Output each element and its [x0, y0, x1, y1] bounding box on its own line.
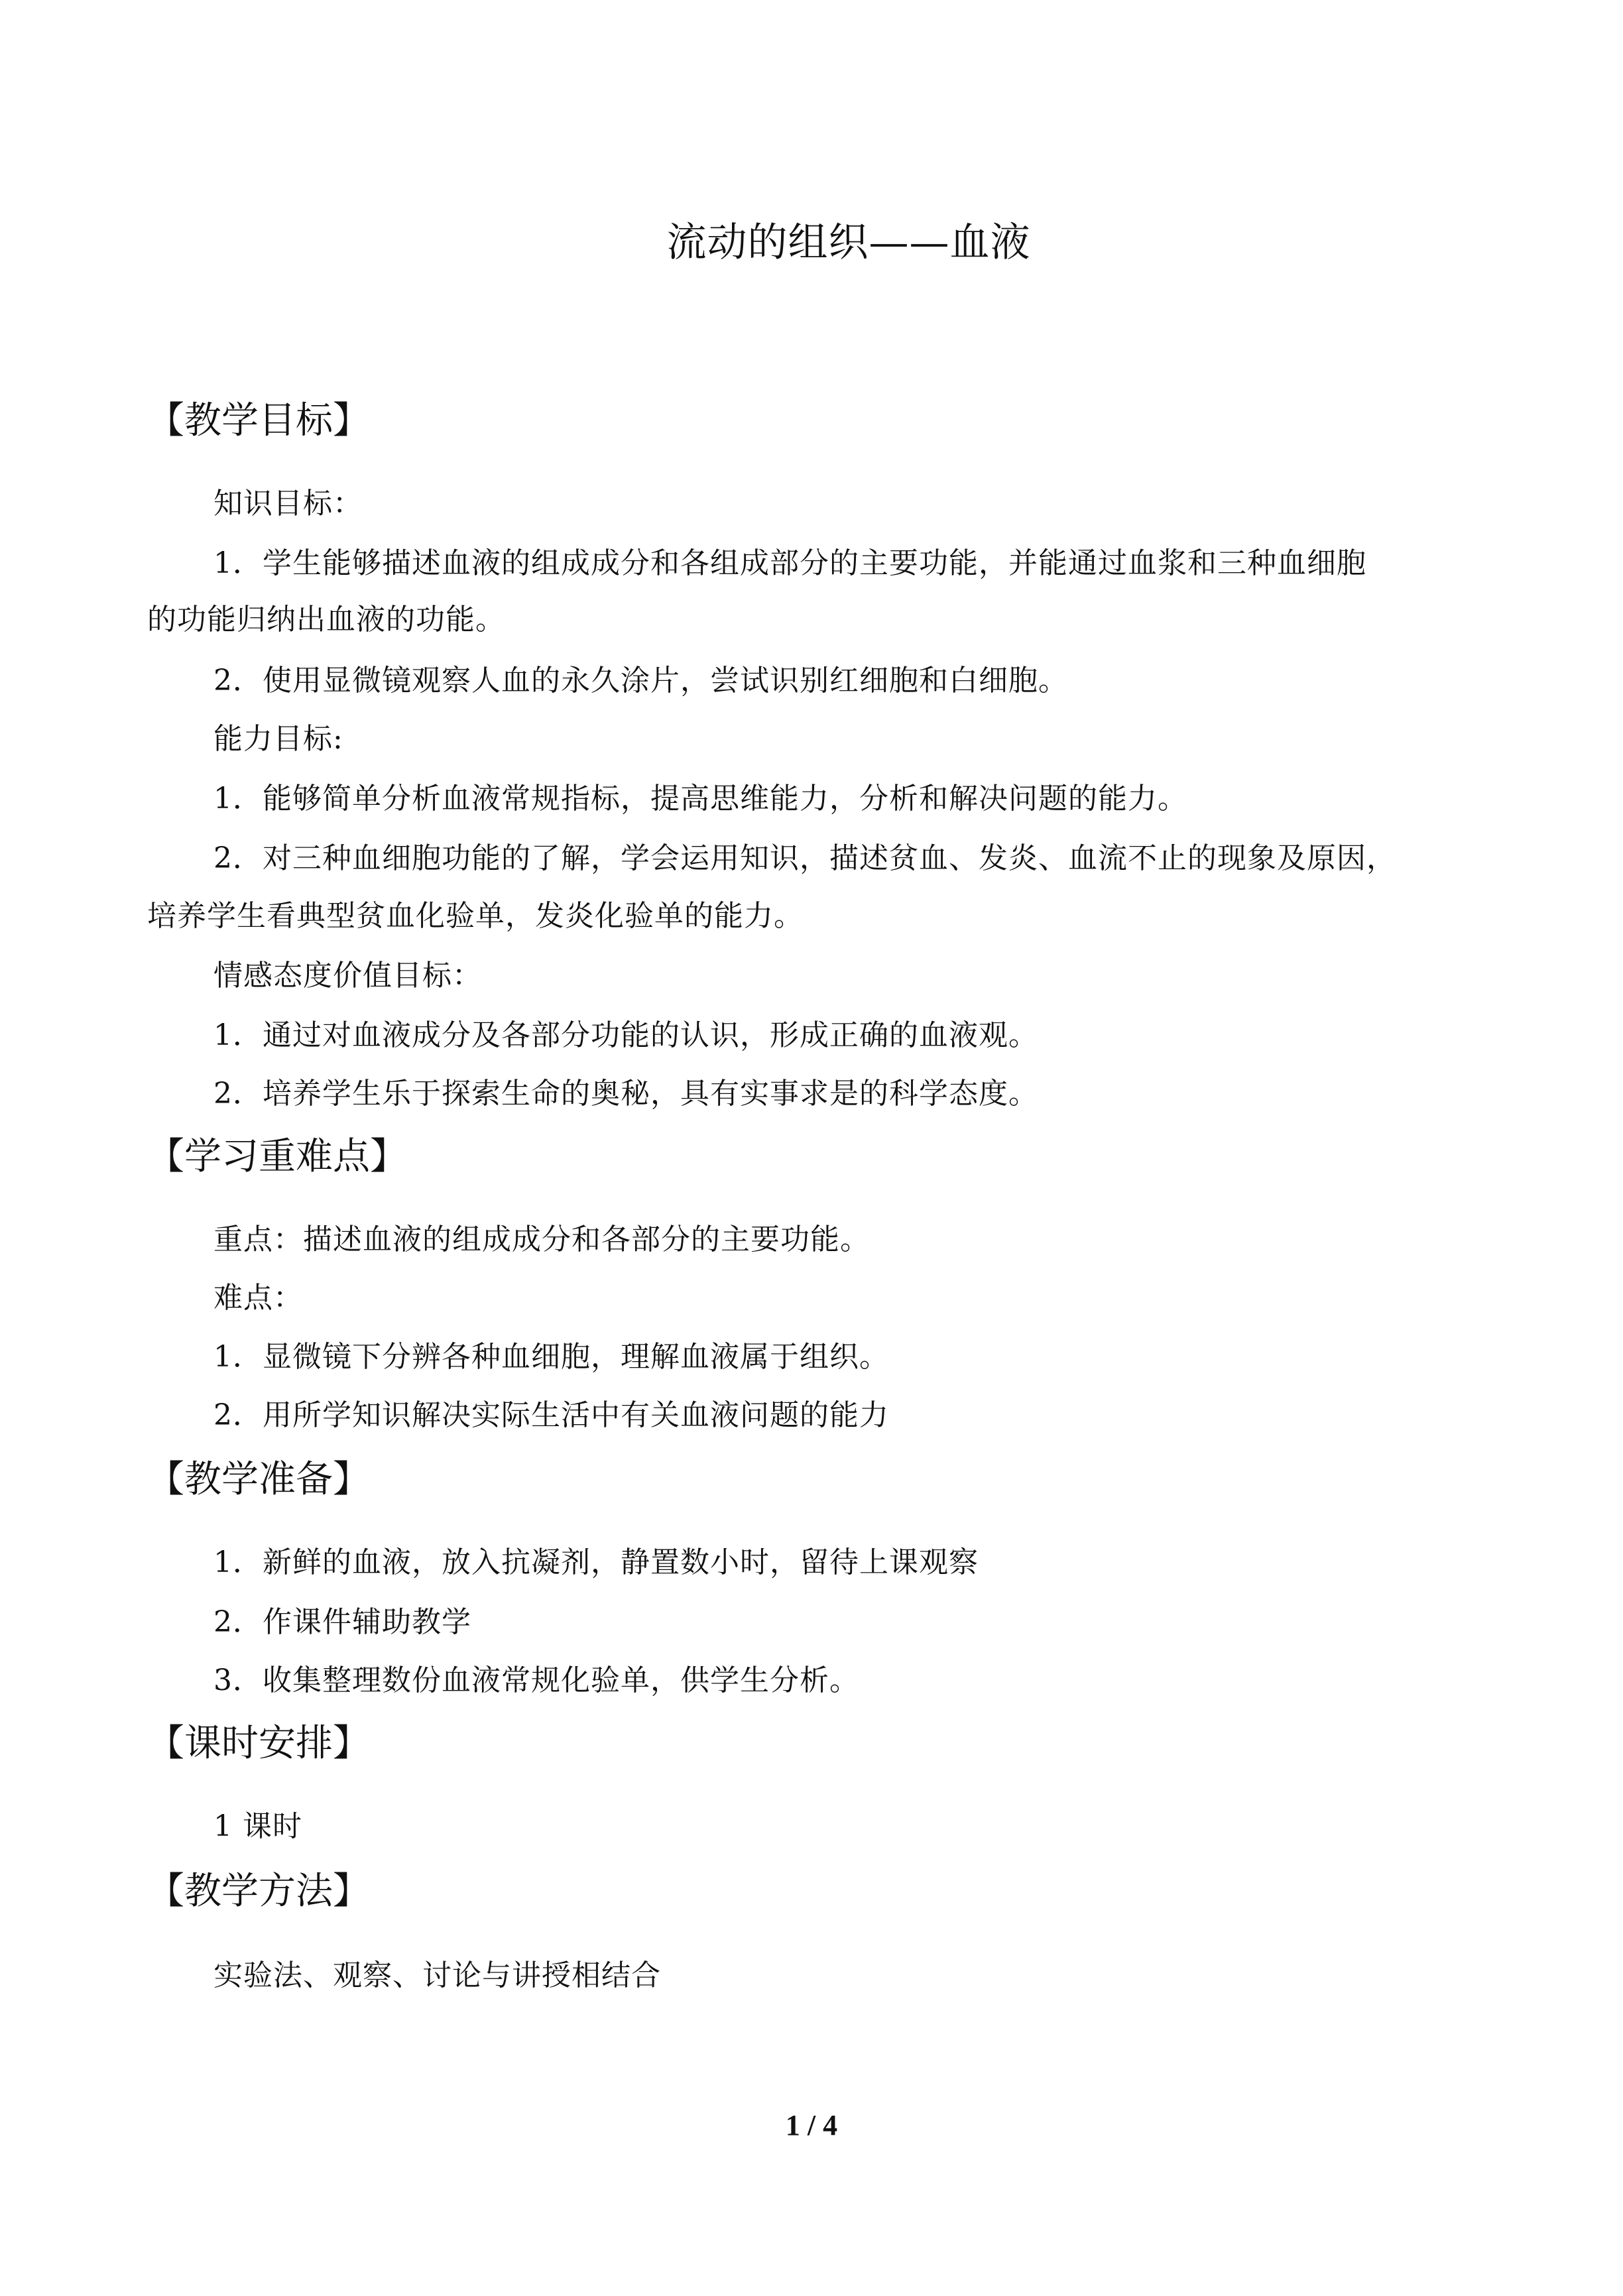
difficult-item-2: 2．用所学知识解决实际生活中有关血液问题的能力 — [213, 1398, 889, 1432]
page-number: 1 / 4 — [785, 2109, 838, 2142]
preparation-item-2: 2．作课件辅助教学 — [213, 1605, 471, 1639]
heading-objectives: 【教学目标】 — [147, 399, 370, 442]
ability-item-2-continued: 培养学生看典型贫血化验单，发炎化验单的能力。 — [147, 899, 804, 933]
emotion-item-2: 2．培养学生乐于探索生命的奥秘，具有实事求是的科学态度。 — [213, 1077, 1038, 1111]
heading-methods: 【教学方法】 — [147, 1870, 370, 1913]
document-title: 流动的组织——血液 — [666, 219, 1031, 266]
emotion-item-1: 1．通过对血液成分及各部分功能的认识，形成正确的血液观。 — [213, 1018, 1038, 1052]
difficult-label: 难点： — [213, 1281, 303, 1315]
emotion-label: 情感态度价值目标： — [213, 959, 482, 993]
heading-preparation: 【教学准备】 — [147, 1458, 370, 1501]
key-point: 重点：描述血液的组成成分和各部分的主要功能。 — [213, 1223, 870, 1256]
knowledge-item-1: 1．学生能够描述血液的组成成分和各组成部分的主要功能，并能通过血浆和三种血细胞 — [213, 546, 1366, 580]
schedule-text: 1 课时 — [213, 1809, 302, 1843]
knowledge-label: 知识目标： — [213, 487, 363, 520]
difficult-item-1: 1．显微镜下分辨各种血细胞，理解血液属于组织。 — [213, 1340, 889, 1374]
methods-text: 实验法、观察、讨论与讲授相结合 — [213, 1959, 661, 1992]
ability-item-1: 1．能够简单分析血液常规指标，提高思维能力，分析和解决问题的能力。 — [213, 782, 1187, 816]
ability-label: 能力目标: — [213, 722, 343, 756]
ability-item-2: 2．对三种血细胞功能的了解，学会运用知识，描述贫血、发炎、血流不止的现象及原因， — [213, 841, 1396, 875]
preparation-item-3: 3．收集整理数份血液常规化验单，供学生分析。 — [213, 1663, 859, 1697]
knowledge-item-1-continued: 的功能归纳出血液的功能。 — [147, 603, 505, 636]
preparation-item-1: 1．新鲜的血液，放入抗凝剂，静置数小时，留待上课观察 — [213, 1545, 979, 1579]
heading-schedule: 【课时安排】 — [147, 1722, 370, 1765]
heading-key-points: 【学习重难点】 — [147, 1135, 407, 1178]
knowledge-item-2: 2．使用显微镜观察人血的永久涂片，尝试识别红细胞和白细胞。 — [213, 664, 1068, 697]
